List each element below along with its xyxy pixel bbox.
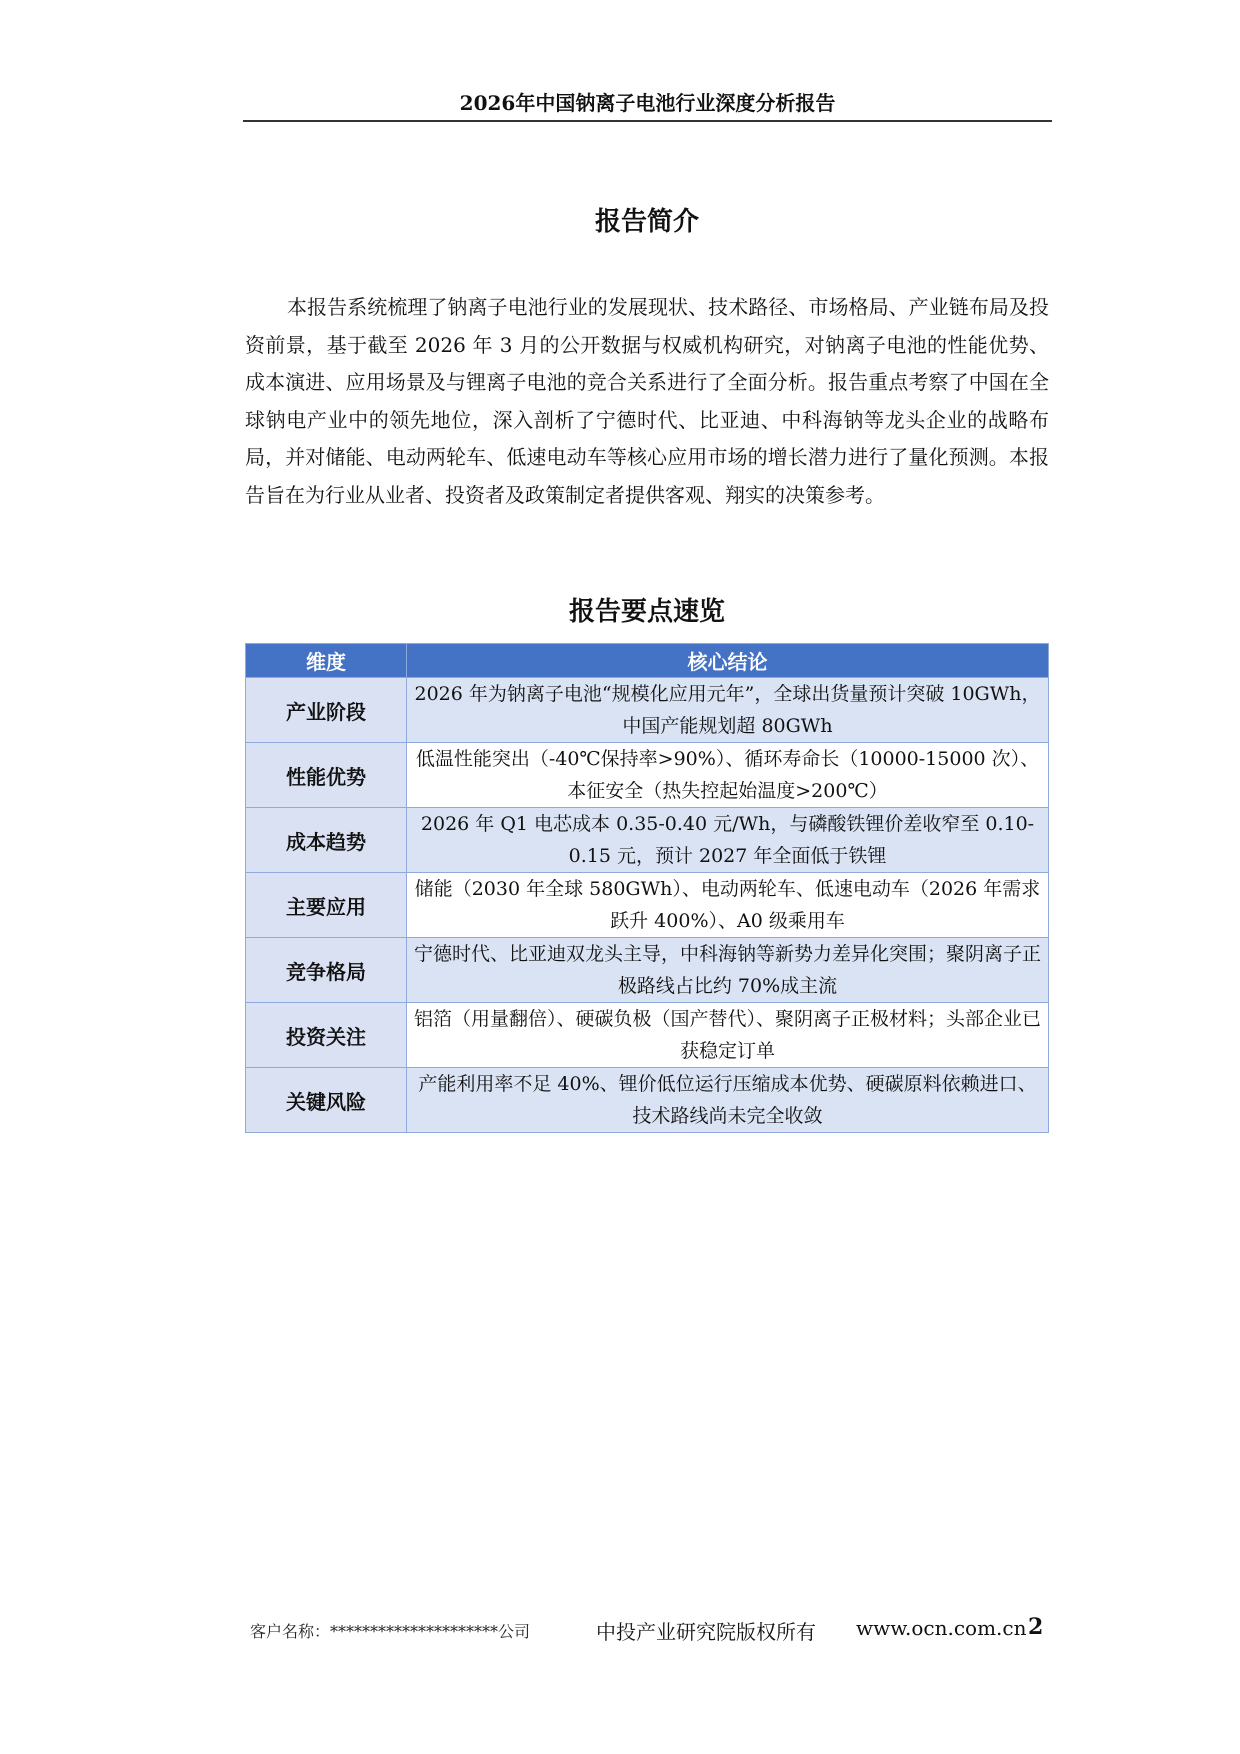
page-footer (250, 1608, 1050, 1648)
footer-copyright: 中投产业研究院版权所有 (596, 1620, 816, 1644)
dimension-cell: 产业阶段 (246, 678, 407, 743)
dimension-cell: 成本趋势 (246, 808, 407, 873)
dimension-cell: 主要应用 (246, 873, 407, 938)
column-header-dimension: 维度 (246, 644, 407, 678)
table-row (246, 873, 1049, 938)
intro-section-title: 报告简介 (594, 207, 699, 237)
report-title: 2026年中国钠离子电池行业深度分析报告 (459, 91, 836, 115)
conclusion-cell: 产能利用率不足 40%、锂价低位运行压缩成本优势、硬碳原料依赖进口、技术路线尚未完全收敛 (407, 1068, 1049, 1133)
dimension-cell: 性能优势 (246, 743, 407, 808)
footer-website-link[interactable]: www.ocn.com.cn (856, 1616, 1027, 1640)
table-row (246, 938, 1049, 1003)
table-row (246, 743, 1049, 808)
dimension-cell: 竞争格局 (246, 938, 407, 1003)
conclusion-cell: 2026 年为钠离子电池“规模化应用元年”，全球出货量预计突破 10GWh，中国产能规划超 80GWh (407, 678, 1049, 743)
page-number: 2 (1028, 1614, 1044, 1640)
conclusion-cell: 2026 年 Q1 电芯成本 0.35-0.40 元/Wh，与磷酸铁锂价差收窄至 0.10-0.15 元，预计 2027 年全面低于铁锂 (407, 808, 1049, 873)
summary-section-title: 报告要点速览 (568, 597, 725, 627)
summary-table (245, 643, 1049, 1133)
dimension-cell: 关键风险 (246, 1068, 407, 1133)
running-header (243, 86, 1052, 122)
column-header-conclusion: 核心结论 (407, 644, 1049, 678)
conclusion-cell: 低温性能突出（-40℃保持率>90%）、循环寿命长（10000-15000 次）、本征安全（热失控起始温度>200℃） (407, 743, 1049, 808)
intro-paragraph: 本报告系统梳理了钠离子电池行业的发展现状、技术路径、市场格局、产业链布局及投资前景，基于截至 2026 年 3 月的公开数据与权威机构研究，对钠离子电池的性能优势、成本演进、应用场景及与锂离子电池的竞合关系进行了全面分析。报告重点考察了中国在全球钠电产业中的领先地位，深入剖析了宁德时代、比亚迪、中科海钠等龙头企业的战略布局，并对储能、电动两轮车、低速电动车等核心应用市场的增长潜力进行了量化预测。本报告旨在为行业从业者、投资者及政策制定者提供客观、翔实的决策参考。 (245, 295, 1049, 507)
conclusion-cell: 铝箔（用量翻倍）、硬碳负极（国产替代）、聚阴离子正极材料；头部企业已获稳定订单 (407, 1003, 1049, 1068)
conclusion-cell: 宁德时代、比亚迪双龙头主导，中科海钠等新势力差异化突围；聚阴离子正极路线占比约 70%成主流 (407, 938, 1049, 1003)
table-row (246, 1068, 1049, 1133)
table-row (246, 808, 1049, 873)
dimension-cell: 投资关注 (246, 1003, 407, 1068)
table-row (246, 1003, 1049, 1068)
table-header-row (246, 644, 1049, 678)
footer-client-name: 客户名称：*********************公司 (250, 1622, 531, 1641)
table-row (246, 678, 1049, 743)
conclusion-cell: 储能（2030 年全球 580GWh）、电动两轮车、低速电动车（2026 年需求跃升 400%）、A0 级乘用车 (407, 873, 1049, 938)
